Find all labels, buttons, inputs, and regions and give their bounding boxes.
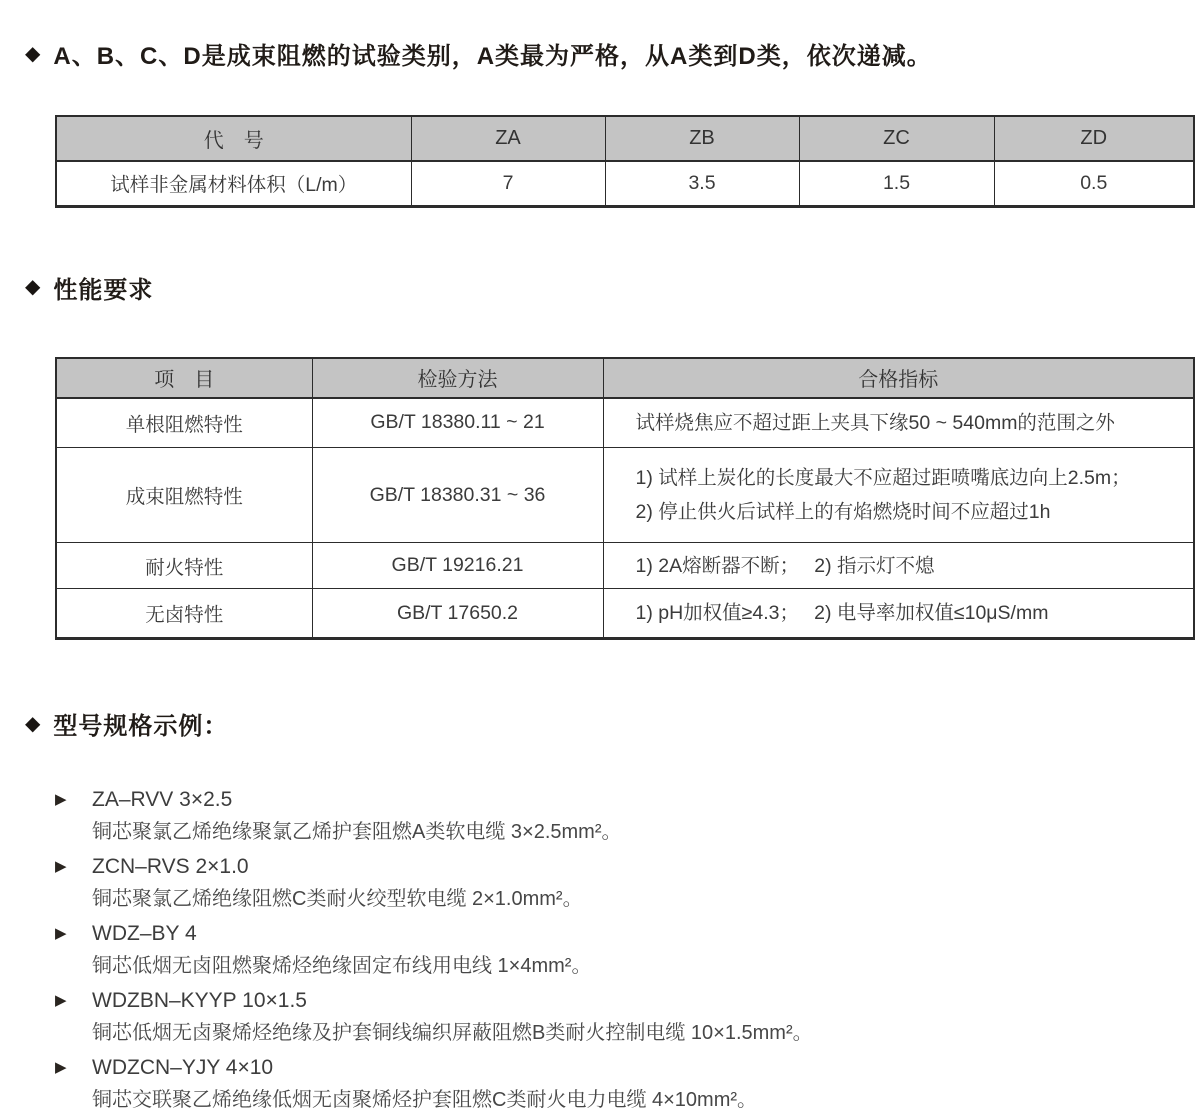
performance-header-criteria: 合格指标 [603, 358, 1194, 398]
performance-table-header-row [56, 358, 1194, 398]
table-row [56, 161, 1194, 206]
example-model: WDZBN–KYYP 10×1.5 [92, 988, 307, 1012]
example-model: WDZ–BY 4 [92, 921, 197, 945]
triangle-bullet-icon: ▶ [55, 858, 67, 875]
triangle-bullet-icon: ▶ [55, 992, 67, 1009]
criteria-line: 试样烧焦应不超过距上夹具下缘50 ~ 540mm的范围之外 [635, 411, 1115, 434]
triangle-bullet-icon: ▶ [55, 925, 67, 942]
list-item [55, 984, 1200, 1050]
table-row [56, 398, 1194, 448]
code-table-header-za: ZA [411, 116, 605, 161]
performance-method: GB/T 18380.31 ~ 36 [312, 448, 603, 543]
table-row [56, 589, 1194, 639]
table-row [56, 543, 1194, 589]
performance-method: GB/T 17650.2 [312, 589, 603, 639]
criteria-line: 1) 试样上炭化的长度最大不应超过距喷嘴底边向上2.5m； [635, 467, 1131, 489]
example-description: 铜芯低烟无卤聚烯烃绝缘及护套铜线编织屏蔽阻燃B类耐火控制电缆 10×1.5mm²。 [92, 1022, 813, 1044]
example-model: ZCN–RVS 2×1.0 [92, 854, 249, 878]
example-model-row [55, 917, 1200, 950]
code-table-value-zd: 0.5 [994, 161, 1194, 206]
criteria-line: 2) 停止供火后试样上的有焰燃烧时间不应超过1h [635, 501, 1051, 523]
performance-criteria [603, 589, 1194, 639]
criteria-line: 1) pH加权值≥4.3； 2) 电导率加权值≤10μS/mm [635, 602, 1049, 624]
code-table-header-zb: ZB [605, 116, 799, 161]
performance-criteria [603, 398, 1194, 448]
code-table-value-zb: 3.5 [605, 161, 799, 206]
performance-table [55, 357, 1195, 641]
performance-method: GB/T 19216.21 [312, 543, 603, 589]
list-item [55, 850, 1200, 916]
performance-section-title: 性能要求 [53, 276, 154, 304]
performance-item: 成束阻燃特性 [56, 448, 312, 543]
example-model-row [55, 1051, 1200, 1084]
triangle-bullet-icon: ▶ [55, 1059, 67, 1076]
example-model-row [55, 984, 1200, 1017]
list-item [55, 917, 1200, 983]
performance-section-heading [25, 270, 1200, 305]
code-table-header-row [56, 116, 1194, 161]
example-description: 铜芯交联聚乙烯绝缘低烟无卤聚烯烃护套阻燃C类耐火电力电缆 4×10mm²。 [92, 1089, 758, 1111]
intro-text: A、B、C、D是成束阻燃的试验类别，A类最为严格，从A类到D类，依次递减。 [53, 43, 932, 70]
performance-item: 耐火特性 [56, 543, 312, 589]
performance-method: GB/T 18380.11 ~ 21 [312, 398, 603, 448]
diamond-bullet-icon: ◆ [25, 712, 42, 735]
example-description: 铜芯聚氯乙烯绝缘聚氯乙烯护套阻燃A类软电缆 3×2.5mm²。 [92, 821, 622, 843]
triangle-bullet-icon: ▶ [55, 791, 67, 808]
list-item [55, 783, 1200, 849]
performance-item: 单根阻燃特性 [56, 398, 312, 448]
examples-section-title: 型号规格示例： [53, 713, 229, 740]
code-table [55, 115, 1195, 208]
example-description: 铜芯聚氯乙烯绝缘阻燃C类耐火绞型软电缆 2×1.0mm²。 [92, 888, 583, 910]
example-description: 铜芯低烟无卤阻燃聚烯烃绝缘固定布线用电线 1×4mm²。 [92, 955, 592, 977]
code-table-row-label: 试样非金属材料体积（L/m） [56, 161, 411, 206]
code-table-header-label: 代 号 [56, 116, 411, 161]
code-table-header-zc: ZC [799, 116, 994, 161]
example-model: ZA–RVV 3×2.5 [92, 787, 233, 811]
diamond-bullet-icon: ◆ [25, 42, 42, 65]
performance-header-item: 项 目 [56, 358, 312, 398]
examples-list [55, 783, 1200, 1111]
example-model-row [55, 850, 1200, 883]
diamond-bullet-icon: ◆ [25, 276, 42, 298]
example-model: WDZCN–YJY 4×10 [92, 1055, 274, 1079]
performance-criteria [603, 543, 1194, 589]
table-row [56, 448, 1194, 543]
examples-section-heading [25, 706, 1200, 741]
code-table-value-za: 7 [411, 161, 605, 206]
performance-item: 无卤特性 [56, 589, 312, 639]
performance-header-method: 检验方法 [312, 358, 603, 398]
example-model-row [55, 783, 1200, 816]
code-table-value-zc: 1.5 [799, 161, 994, 206]
list-item [55, 1051, 1200, 1111]
intro-statement [0, 0, 1200, 71]
code-table-header-zd: ZD [994, 116, 1194, 161]
criteria-line: 1) 2A熔断器不断； 2) 指示灯不熄 [635, 554, 935, 577]
performance-criteria [603, 448, 1194, 543]
